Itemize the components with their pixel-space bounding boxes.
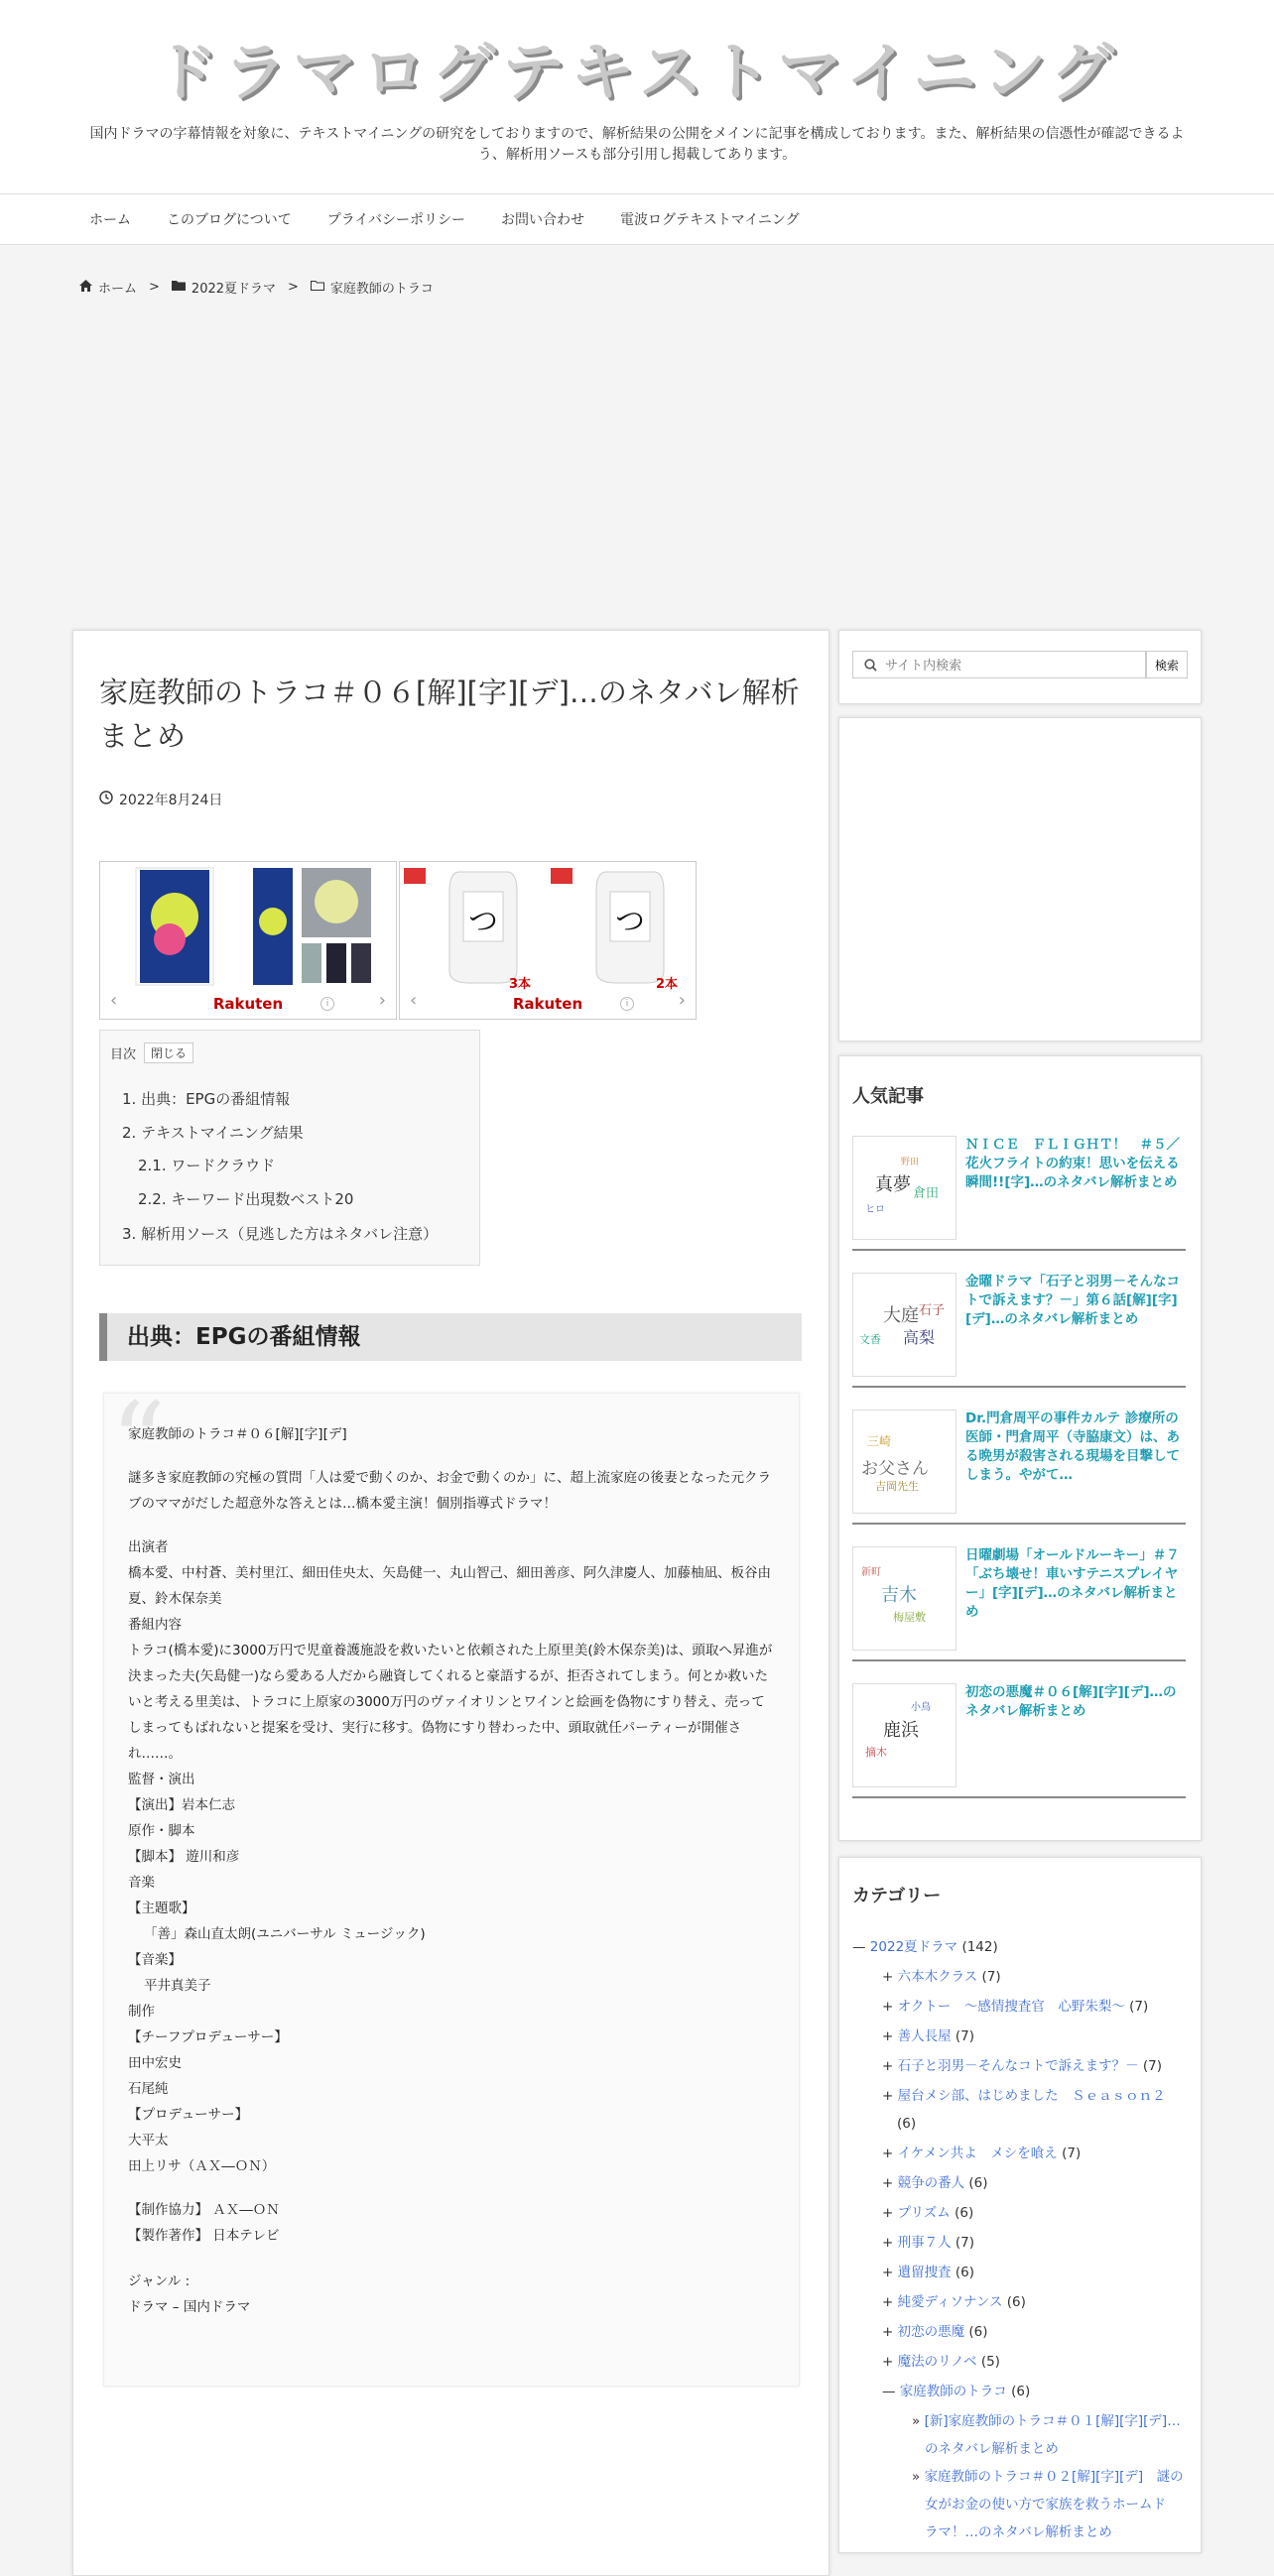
search-widget — [838, 630, 1202, 704]
plus-icon[interactable]: + — [882, 2324, 894, 2340]
category-count: (6) — [955, 2205, 974, 2221]
thumb-word: 野田 — [901, 1158, 920, 1167]
epg-credit-line: 【主題歌】 — [128, 1901, 195, 1916]
thumb-word: 新町 — [861, 1567, 881, 1578]
collapse-icon[interactable]: — — [852, 1939, 866, 1955]
epg-content: トラコ(橋本愛)に3000万円で児童養護施設を救いたいと依頼された上原里美(鈴木保奈美)は、頭取へ昇進が決まった夫(矢島健一)なら愛ある人だから融資してくれると豪語するが、拒否されてしまう。何とか救いたいと考える里美は、トラコに上原家の3000万円のヴァイオリンとワインと絵画を偽物にすり替え、売ってしまってもばれないと提案を受け、実行に移す。偽物にすり替わった中、頭取就任パーティーが開催され……。 — [128, 1643, 773, 1762]
popular-post-item[interactable] — [852, 1673, 1186, 1798]
category-count: (7) — [955, 2028, 975, 2044]
plus-icon[interactable]: + — [882, 2294, 894, 2310]
thumb-word: 倉田 — [913, 1186, 940, 1201]
category-post-link[interactable]: 女がお金の使い方で家族を救うホームド — [925, 2497, 1166, 2513]
plus-icon[interactable]: + — [882, 2028, 894, 2044]
plus-icon[interactable]: + — [882, 2146, 894, 2161]
category-item — [882, 2203, 973, 2223]
info-icon[interactable]: i — [320, 997, 334, 1011]
epg-credit-line: 音楽 — [128, 1875, 155, 1891]
collapse-icon[interactable]: — — [882, 2384, 896, 2399]
category-link[interactable]: 刑事７人 — [897, 2235, 952, 2251]
category-post-link[interactable]: 家庭教師のトラコ＃０２[解][字][デ] 謎の — [924, 2469, 1184, 2485]
epg-credit-line: 監督・演出 — [128, 1772, 195, 1787]
thumb-word: 吉岡先生 — [875, 1480, 919, 1493]
plus-icon[interactable]: + — [882, 2175, 894, 2191]
category-link[interactable]: イケメン共よ メシを喰え — [897, 2146, 1058, 2161]
wordcloud-thumbnail[interactable] — [852, 1546, 956, 1651]
category-post-link[interactable]: ラマ！…のネタバレ解析まとめ — [925, 2524, 1112, 2540]
epg-credit-line: 田上リサ（ＡＸ―ＯＮ） — [128, 2158, 276, 2174]
popular-post-item[interactable] — [852, 1126, 1186, 1251]
epg-credit-line: 【脚本】 遊川和彦 — [128, 1849, 240, 1865]
category-item — [882, 2026, 974, 2046]
category-count: (7) — [981, 1969, 1001, 1985]
epg-program-title: 家庭教師のトラコ＃０６[解][字][デ] — [128, 1426, 347, 1442]
thumb-word: ヒロ — [865, 1204, 885, 1215]
thumb-word: お父さん — [861, 1459, 929, 1479]
thumb-word: 真夢 — [875, 1174, 911, 1195]
category-item-open — [882, 2382, 1030, 2401]
toc-item[interactable]: 2.2. キーワード出現数ベスト20 — [138, 1190, 354, 1208]
category-count: (7) — [955, 2235, 975, 2251]
category-link[interactable]: 競争の番人 — [897, 2175, 965, 2191]
category-link[interactable]: 純愛ディソナンス — [897, 2294, 1003, 2310]
clock-icon — [99, 791, 113, 808]
category-post-item-wrap — [925, 2522, 1112, 2542]
category-post-item — [912, 2467, 1184, 2487]
popular-posts-widget — [838, 1055, 1202, 1841]
category-count: (6) — [968, 2175, 988, 2191]
section-heading-epg: 出典：EPGの番組情報 — [99, 1313, 802, 1361]
category-link[interactable]: 石子と羽男－そんなコトで訴えます？－ — [897, 2058, 1139, 2074]
epg-content-label: 番組内容 — [128, 1617, 182, 1633]
category-link[interactable]: オクトー ～感情捜査官 心野朱梨～ — [897, 1999, 1125, 2015]
epg-credit-line: 田中宏史 — [128, 2055, 182, 2071]
category-post-link[interactable]: [新]家庭教師のトラコ＃０１[解][字][デ]… — [924, 2413, 1181, 2429]
popular-post-item[interactable] — [852, 1400, 1186, 1525]
thumb-word: 摘木 — [865, 1746, 887, 1759]
rakuten-logo: Rakuten — [512, 995, 583, 1013]
category-item — [882, 2086, 1166, 2106]
nav-item-denpa-log[interactable]: 電波ログテキストマイニング — [620, 212, 800, 228]
popular-posts-title: 人気記事 — [852, 1086, 924, 1107]
toc-toggle-button[interactable]: 閉じる — [144, 1043, 193, 1063]
category-item — [882, 1967, 1001, 1987]
epg-quote-block — [103, 1379, 800, 2387]
thumb-word: 小鳥 — [911, 1702, 931, 1713]
category-item — [882, 2263, 974, 2282]
category-link[interactable]: 遺留捜査 — [897, 2265, 952, 2280]
nav-item-privacy[interactable]: プライバシーポリシー — [326, 212, 466, 228]
plus-icon[interactable]: + — [882, 2058, 894, 2074]
breadcrumb-separator: > — [149, 280, 160, 295]
post-date-text: 2022年8月24日 — [119, 793, 223, 808]
thumb-word: 石子 — [919, 1303, 946, 1318]
chevron-left-icon[interactable]: ‹ — [410, 990, 418, 1011]
epg-cast: 橋本愛、中村蒼、美村里江、細田佳央太、矢島健一、丸山智己、細田善彦、阿久津慶人、加藤柚凪、板谷由夏、鈴木保奈美 — [128, 1565, 771, 1607]
plus-icon[interactable]: + — [882, 2088, 894, 2104]
breadcrumb-separator: > — [288, 280, 299, 295]
category-link[interactable]: 家庭教師のトラコ — [899, 2384, 1007, 2399]
category-link[interactable]: 魔法のリノベ — [897, 2354, 977, 2370]
search-icon — [864, 659, 877, 675]
post-date — [99, 790, 222, 809]
epg-production-copyright: 【製作著作】 日本テレビ — [128, 2228, 280, 2244]
category-item — [882, 1997, 1148, 2017]
category-widget — [838, 1857, 1202, 2553]
plus-icon[interactable]: + — [882, 1999, 894, 2015]
toc-item[interactable]: 3. 解析用ソース（見逃した方はネタバレ注意） — [122, 1225, 439, 1243]
chevron-right-icon[interactable]: › — [378, 990, 386, 1011]
wordcloud-thumbnail[interactable] — [852, 1136, 956, 1240]
category-post-link[interactable]: のネタバレ解析まとめ — [925, 2441, 1059, 2457]
category-link[interactable]: プリズム — [897, 2205, 951, 2221]
thumb-word: 高梨 — [903, 1328, 936, 1347]
popular-post-title[interactable]: 金曜ドラマ「石子と羽男－そんなコトで訴えます？－」第６話[解][字][デ]…のネタバレ解析まとめ — [965, 1274, 1180, 1327]
article-main — [72, 630, 829, 2576]
epg-genre-label: ジャンル : — [128, 2273, 191, 2289]
ad-label-2: 2本 — [656, 977, 679, 992]
category-count: (7) — [1062, 2146, 1082, 2161]
epg-cast-label: 出演者 — [128, 1539, 169, 1555]
epg-credit-line: 【音楽】 — [128, 1952, 182, 1968]
toc-item[interactable]: 2.1. ワードクラウド — [138, 1157, 276, 1174]
folder-open-icon — [311, 280, 324, 295]
category-item — [882, 2173, 988, 2193]
wordcloud-thumbnail[interactable] — [852, 1273, 956, 1377]
popular-post-title[interactable]: 日曜劇場「オールドルーキー」＃７「ぶち壊せ！車いすテニスプレイヤー」[字][デ]…のネタバレ解析まとめ — [965, 1547, 1180, 1620]
ad-product-image — [400, 862, 696, 991]
toc-label: 目次 — [110, 1047, 137, 1062]
thumb-word: 文香 — [859, 1333, 881, 1346]
epg-credit-line: 石尾純 — [128, 2081, 169, 2097]
category-item — [882, 2352, 1000, 2372]
epg-credit-line: 【チーフプロデューサー】 — [128, 2029, 288, 2045]
double-chevron-icon: » — [912, 2469, 921, 2485]
plus-icon[interactable]: + — [882, 2354, 894, 2370]
epg-credit-line: 原作・脚本 — [128, 1823, 195, 1839]
category-count: (7) — [1129, 1999, 1149, 2015]
category-title: カテゴリー — [852, 1886, 942, 1906]
plus-icon[interactable]: + — [882, 2235, 894, 2251]
thumb-word: 鹿浜 — [883, 1720, 919, 1741]
main-navigation — [0, 193, 1274, 245]
category-link[interactable]: 初恋の悪魔 — [897, 2324, 965, 2340]
category-item-top — [852, 1937, 998, 1957]
toc-item[interactable]: 2. テキストマイニング結果 — [122, 1124, 304, 1142]
category-count: (6) — [897, 2116, 917, 2132]
category-link[interactable]: 屋台メシ部、はじめました Ｓｅａｓｏｎ２ — [897, 2088, 1166, 2104]
category-link[interactable]: 2022夏ドラマ — [869, 1939, 958, 1955]
nav-item-about[interactable]: このブログについて — [167, 212, 292, 228]
wordcloud-thumbnail[interactable] — [852, 1683, 956, 1787]
rakuten-logo: Rakuten — [212, 995, 284, 1013]
svg-text:つ: つ — [468, 905, 498, 939]
search-input-field[interactable] — [852, 651, 1146, 678]
category-post-item-wrap — [925, 2439, 1059, 2459]
info-icon[interactable]: i — [620, 997, 634, 1011]
category-link[interactable]: 善人長屋 — [897, 2028, 952, 2044]
popular-post-item[interactable] — [852, 1536, 1186, 1661]
epg-credit-line: 【演出】岩本仁志 — [128, 1797, 235, 1813]
ad-label-3: 3本 — [509, 977, 532, 992]
table-of-contents — [99, 1030, 480, 1266]
site-logo-text[interactable]: ドラマログテキストマイニング — [154, 37, 1120, 110]
thumb-word: 吉木 — [881, 1585, 917, 1606]
epg-summary: 謎多き家庭教師の究極の質問「人は愛で動くのか、お金で動くのか」に、超上流家庭の後妻となった元クラブのママがだした超意外な答えとは…橋本愛主演！個別指導式ドラマ！ — [128, 1470, 771, 1512]
popular-post-title[interactable]: Dr.門倉周平の事件カルテ 診療所の医師・門倉周平（寺脇康文）は、ある晩男が殺害される現場を目撃してしまう。やがて… — [965, 1411, 1180, 1483]
category-item — [882, 2056, 1162, 2076]
epg-credit-line: 平井真美子 — [144, 1978, 211, 1994]
plus-icon[interactable]: + — [882, 2265, 894, 2280]
breadcrumb-home[interactable]: ホーム — [98, 282, 138, 297]
double-chevron-icon: » — [912, 2413, 921, 2429]
category-item — [882, 2233, 974, 2253]
category-post-item — [912, 2411, 1181, 2431]
breadcrumb-category[interactable]: 2022夏ドラマ — [191, 282, 277, 297]
nav-item-home[interactable]: ホーム — [89, 212, 131, 228]
ad-banner-left[interactable] — [99, 861, 397, 1020]
epg-credit-line: 「善」森山直太朗(ユニバーサル ミュージック) — [144, 1926, 426, 1942]
article-title: 家庭教師のトラコ＃０６[解][字][デ]…のネタバレ解析まとめ — [99, 675, 800, 753]
category-post-item-wrap — [925, 2495, 1166, 2515]
thumb-word: 三崎 — [867, 1434, 892, 1448]
thumb-word: 梅屋敷 — [893, 1611, 926, 1624]
category-count: (6) — [955, 2265, 975, 2280]
nav-item-contact[interactable]: お問い合わせ — [501, 212, 585, 228]
toc-item[interactable]: 1. 出典：EPGの番組情報 — [122, 1090, 291, 1108]
category-count: (5) — [980, 2354, 1000, 2370]
category-count: (6) — [968, 2324, 988, 2340]
chevron-left-icon[interactable]: ‹ — [110, 990, 118, 1011]
category-item — [882, 2322, 988, 2342]
thumb-word: 大庭 — [883, 1305, 919, 1326]
popular-post-title[interactable]: 初恋の悪魔＃０６[解][字][デ]…のネタバレ解析まとめ — [965, 1684, 1177, 1719]
category-count: (142) — [961, 1939, 998, 1955]
ad-product-image — [100, 862, 396, 991]
breadcrumb-subcategory[interactable]: 家庭教師のトラコ — [329, 282, 434, 297]
category-count: (7) — [1142, 2058, 1163, 2074]
site-header — [0, 0, 1274, 193]
category-count: (6) — [1011, 2384, 1031, 2399]
category-count: (6) — [1006, 2294, 1026, 2310]
epg-genre: ドラマ – 国内ドラマ — [128, 2299, 251, 2315]
folder-icon — [172, 280, 186, 295]
svg-text:つ: つ — [615, 905, 645, 939]
popular-post-item[interactable] — [852, 1263, 1186, 1388]
epg-credit-line: 制作 — [128, 2004, 155, 2020]
breadcrumb — [79, 278, 434, 297]
epg-production-coop: 【制作協力】 ＡＸ―ＯＮ — [128, 2202, 280, 2218]
epg-credit-line: 【プロデューサー】 — [128, 2107, 249, 2123]
site-logo[interactable] — [0, 22, 1274, 113]
quote-icon: “ — [110, 1379, 167, 1506]
category-link[interactable]: 六本木クラス — [897, 1969, 978, 1985]
category-count-wrapped — [897, 2114, 916, 2134]
search-button[interactable]: 検索 — [1146, 651, 1188, 678]
site-tagline: 国内ドラマの字幕情報を対象に、テキストマイニングの研究をしておりますので、解析結果の公開をメインに記事を構成しております。また、解析結果の信憑性が確認できるよう、解析用ソースも部分引用し掲載してあります。 — [89, 126, 1185, 163]
plus-icon[interactable]: + — [882, 1969, 894, 1985]
wordcloud-thumbnail[interactable] — [852, 1410, 956, 1514]
plus-icon[interactable]: + — [882, 2205, 894, 2221]
popular-post-title[interactable]: ＮＩＣＥ ＦＬＩＧＨＴ！ ＃５／花火フライトの約束！思いを伝える瞬間!![字]…のネタバレ解析まとめ — [965, 1137, 1180, 1190]
category-item — [882, 2144, 1081, 2163]
epg-credit-line: 大平太 — [128, 2133, 169, 2148]
category-item — [882, 2292, 1026, 2312]
sidebar-ad-slot — [838, 717, 1202, 1042]
chevron-right-icon[interactable]: › — [678, 990, 686, 1011]
ad-carousels — [99, 861, 697, 1020]
ad-banner-right[interactable] — [399, 861, 697, 1020]
home-icon — [79, 280, 92, 296]
